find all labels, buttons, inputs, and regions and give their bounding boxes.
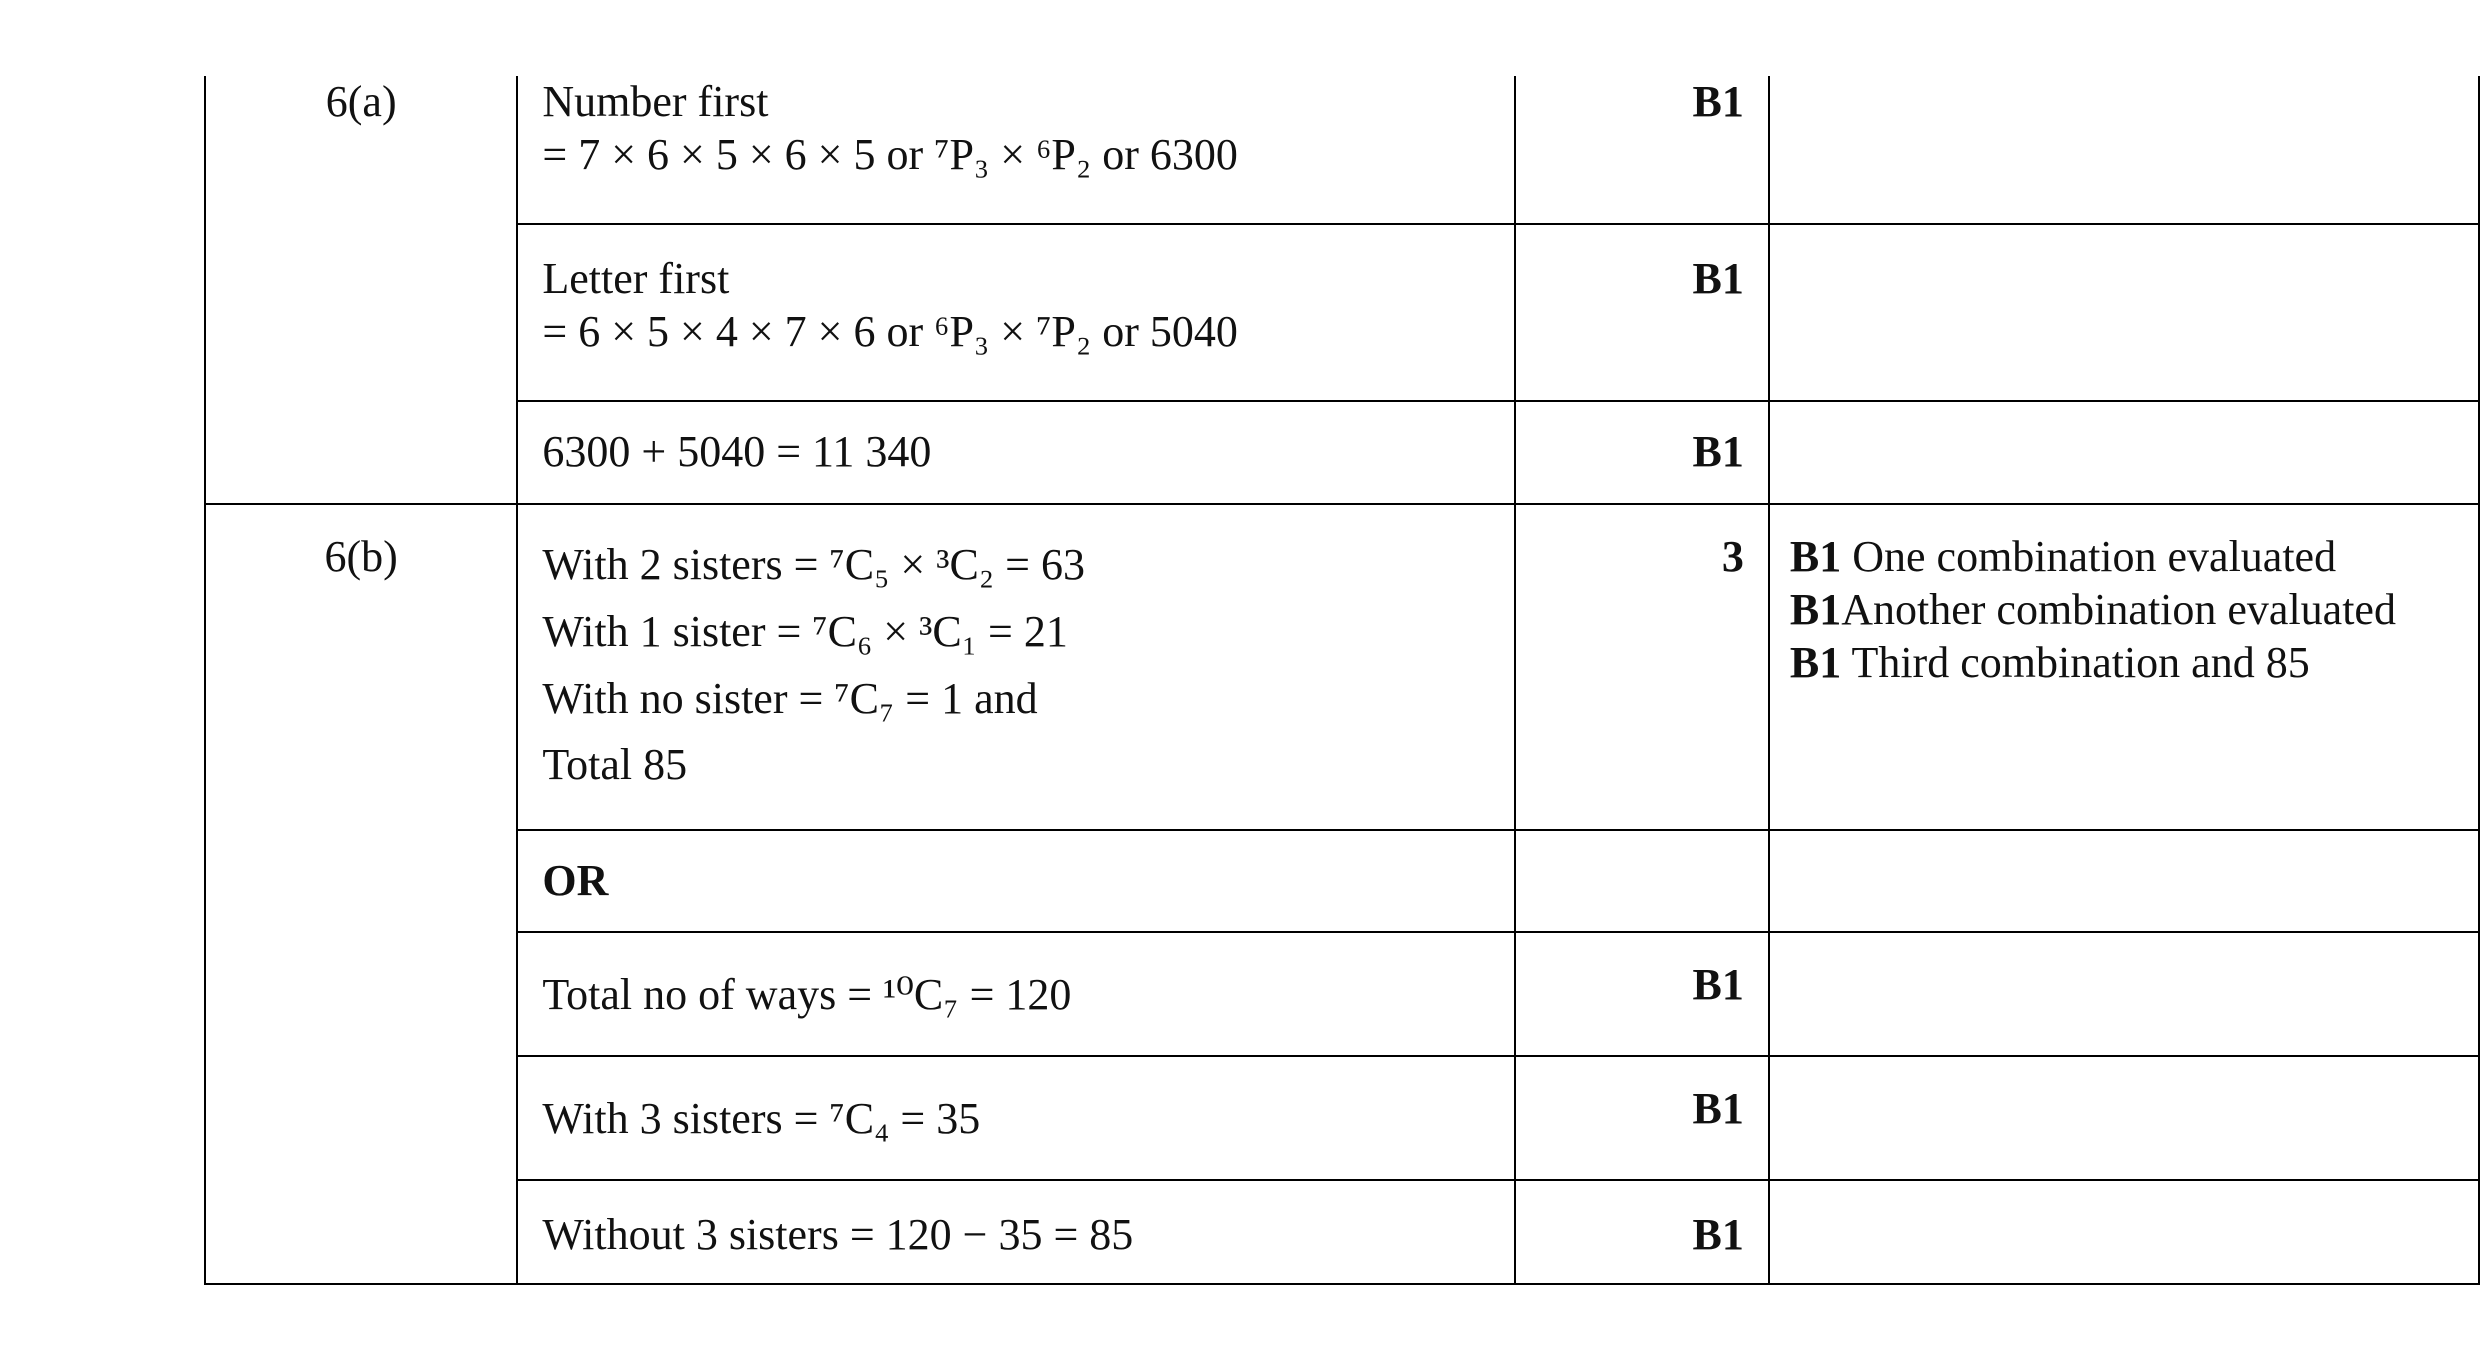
- answer-line: With 3 sisters = ⁷C₄ = 35: [542, 1094, 981, 1143]
- guidance-cell: [1769, 504, 2479, 830]
- answer-line: Total no of ways = ¹⁰C₇ = 120: [542, 970, 1072, 1019]
- marks-cell: B1: [1515, 224, 1769, 401]
- guidance-cell: [1769, 830, 2479, 932]
- table-row: [205, 1056, 2479, 1180]
- answer-line: With 2 sisters = ⁷C₅ × ³C₂ = 63: [542, 540, 1085, 589]
- marks-cell: B1: [1515, 401, 1769, 504]
- answer-cell: [517, 76, 1515, 224]
- marks-cell: B1: [1515, 932, 1769, 1056]
- marks-cell: B1: [1515, 1180, 1769, 1284]
- answer-line: 6300 + 5040 = 11 340: [542, 427, 932, 476]
- or-label: OR: [542, 856, 609, 905]
- table-row: [205, 830, 2479, 932]
- guidance-cell: [1769, 224, 2479, 401]
- marks-cell: [1515, 830, 1769, 932]
- answer-cell: [517, 224, 1515, 401]
- answer-line: = 7 × 6 × 5 × 6 × 5 or ⁷P₃ × ⁶P₂ or 6300: [542, 129, 1238, 179]
- answer-line: With 1 sister = ⁷C₆ × ³C₁ = 21: [542, 606, 1068, 656]
- mark-scheme-table: [204, 76, 2480, 1285]
- guidance-cell: [1769, 1180, 2479, 1284]
- marks-cell: 3: [1515, 504, 1769, 830]
- table-row: [205, 1180, 2479, 1284]
- answer-line: With no sister = ⁷C₇ = 1 and: [542, 673, 1038, 723]
- guidance-cell: [1769, 1056, 2479, 1180]
- guidance-cell: [1769, 76, 2479, 224]
- answer-cell: [517, 401, 1515, 504]
- answer-cell: [517, 830, 1515, 932]
- guidance-line: B1Another combination evaluated: [1789, 584, 2396, 634]
- answer-line: Number first: [542, 77, 769, 126]
- answer-line: Letter first: [542, 254, 730, 303]
- answer-line: = 6 × 5 × 4 × 7 × 6 or ⁶P₃ × ⁷P₂ or 5040: [542, 306, 1238, 356]
- answer-cell: [517, 504, 1515, 830]
- table-row: [205, 504, 2479, 830]
- table-row: [205, 76, 2479, 224]
- marks-cell: B1: [1515, 1056, 1769, 1180]
- answer-cell: [517, 1180, 1515, 1284]
- answer-cell: [517, 932, 1515, 1056]
- table-row: [205, 401, 2479, 504]
- question-number: 6(b): [205, 504, 517, 1284]
- answer-cell: [517, 1056, 1515, 1180]
- answer-line: Total 85: [542, 740, 688, 790]
- question-number: 6(a): [205, 76, 517, 504]
- guidance-line: B1 Third combination and 85: [1789, 637, 2310, 687]
- answer-line: Without 3 sisters = 120 − 35 = 85: [542, 1210, 1134, 1259]
- guidance-cell: [1769, 932, 2479, 1056]
- guidance-line: B1 One combination evaluated: [1789, 532, 2337, 581]
- guidance-cell: [1769, 401, 2479, 504]
- table-row: [205, 932, 2479, 1056]
- marks-cell: B1: [1515, 76, 1769, 224]
- table-row: [205, 224, 2479, 401]
